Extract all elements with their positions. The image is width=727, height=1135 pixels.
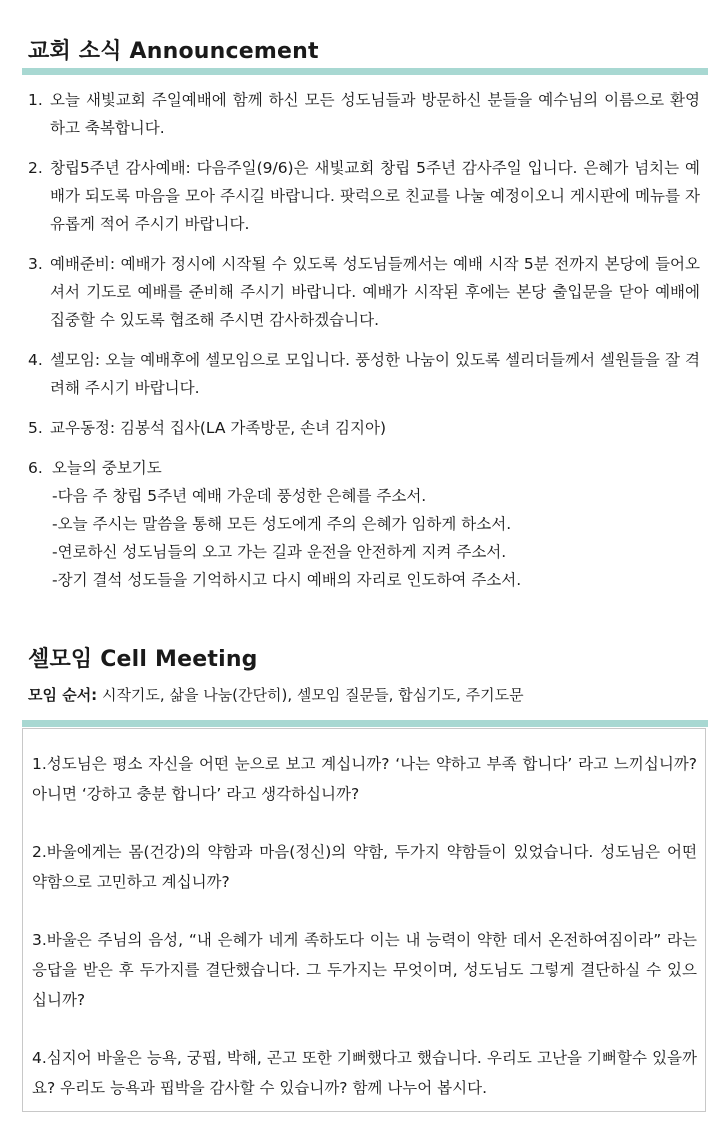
cell-question: 4.심지어 바울은 능욕, 궁핍, 박해, 곤고 또한 기뻐했다고 했습니다. 우리도 고난을 기뻐할수 있을까요? 우리도 능욕과 핍박을 감사할 수 있습니까? 함께 나누어 봅시다. bbox=[32, 1049, 697, 1097]
announcement-item bbox=[28, 414, 700, 442]
announcement-text: 오늘 새빛교회 주일예배에 함께 하신 모든 성도님들과 방문하신 분들을 예수님의 이름으로 환영하고 축복합니다. bbox=[50, 91, 700, 137]
announcement-list bbox=[28, 86, 700, 606]
cell-question: 2.바울에게는 몸(건강)의 약함과 마음(정신)의 약함, 두가지 약함들이 있었습니다. 성도님은 어떤 약함으로 고민하고 계십니까? bbox=[32, 843, 697, 891]
announcement-item bbox=[28, 346, 700, 402]
question-box bbox=[22, 728, 706, 1112]
announcement-item bbox=[28, 154, 700, 238]
cell-meeting-divider bbox=[22, 720, 708, 727]
announcement-text: 창립5주년 감사예배: 다음주일(9/6)은 새빛교회 창립 5주년 감사주일 입니다. 은혜가 넘치는 예배가 되도록 마음을 모아 주시길 바랍니다. 팟럭으로 친교를 나눌 예정이오니 게시판에 메뉴를 자유롭게 적어 주시기 바랍니다. bbox=[50, 159, 700, 233]
announcement-title: 교회 소식 Announcement bbox=[28, 39, 319, 64]
announcement-number: 5. bbox=[28, 419, 43, 437]
prayer-item bbox=[28, 454, 700, 594]
meeting-order-text: 시작기도, 삶을 나눔(간단히), 셀모임 질문들, 합심기도, 주기도문 bbox=[97, 686, 524, 704]
announcement-item bbox=[28, 86, 700, 142]
cell-question: 1.성도님은 평소 자신을 어떤 눈으로 보고 계십니까? ‘나는 약하고 부족 합니다’ 라고 느끼십니까? 아니면 ‘강하고 충분 합니다’ 라고 생각하십니까? bbox=[32, 755, 697, 803]
announcement-text: 예배준비: 예배가 정시에 시작될 수 있도록 성도님들께서는 예배 시작 5분 전까지 본당에 들어오셔서 기도로 예배를 준비해 주시기 바랍니다. 예배가 시작된 후에는 본당 출입문을 닫아 예배에 집중할 수 있도록 협조해 주시면 감사하겠습니다. bbox=[50, 255, 700, 329]
announcement-text: 교우동정: 김봉석 집사(LA 가족방문, 손녀 김지아) bbox=[50, 419, 386, 437]
prayer-line: -장기 결석 성도들을 기억하시고 다시 예배의 자리로 인도하여 주소서. bbox=[52, 571, 522, 589]
announcement-number: 1. bbox=[28, 91, 43, 109]
announcement-number: 2. bbox=[28, 159, 43, 177]
announcement-item bbox=[28, 250, 700, 334]
prayer-line: -오늘 주시는 말씀을 통해 모든 성도에게 주의 은혜가 임하게 하소서. bbox=[52, 515, 512, 533]
announcement-number: 4. bbox=[28, 351, 43, 369]
meeting-order bbox=[28, 684, 524, 705]
prayer-line: -다음 주 창립 5주년 예배 가운데 풍성한 은혜를 주소서. bbox=[52, 487, 427, 505]
prayer-line: -연로하신 성도님들의 오고 가는 길과 운전을 안전하게 지켜 주소서. bbox=[52, 543, 507, 561]
prayer-title: 오늘의 중보기도 bbox=[52, 459, 162, 477]
announcement-number: 3. bbox=[28, 255, 43, 273]
meeting-order-label: 모임 순서: bbox=[28, 686, 98, 704]
cell-meeting-title: 셀모임 Cell Meeting bbox=[28, 647, 258, 672]
cell-question: 3.바울은 주님의 음성, “내 은혜가 네게 족하도다 이는 내 능력이 약한 데서 온전하여짐이라” 라는 응답을 받은 후 두가지를 결단했습니다. 그 두가지는 무엇이며, 성도님도 그렇게 결단하실 수 있으십니까? bbox=[32, 931, 697, 1009]
announcement-number: 6. bbox=[28, 459, 43, 477]
announcement-divider bbox=[22, 68, 708, 75]
announcement-text: 셀모임: 오늘 예배후에 셀모임으로 모입니다. 풍성한 나눔이 있도록 셀리더들께서 셀원들을 잘 격려해 주시기 바랍니다. bbox=[50, 351, 700, 397]
